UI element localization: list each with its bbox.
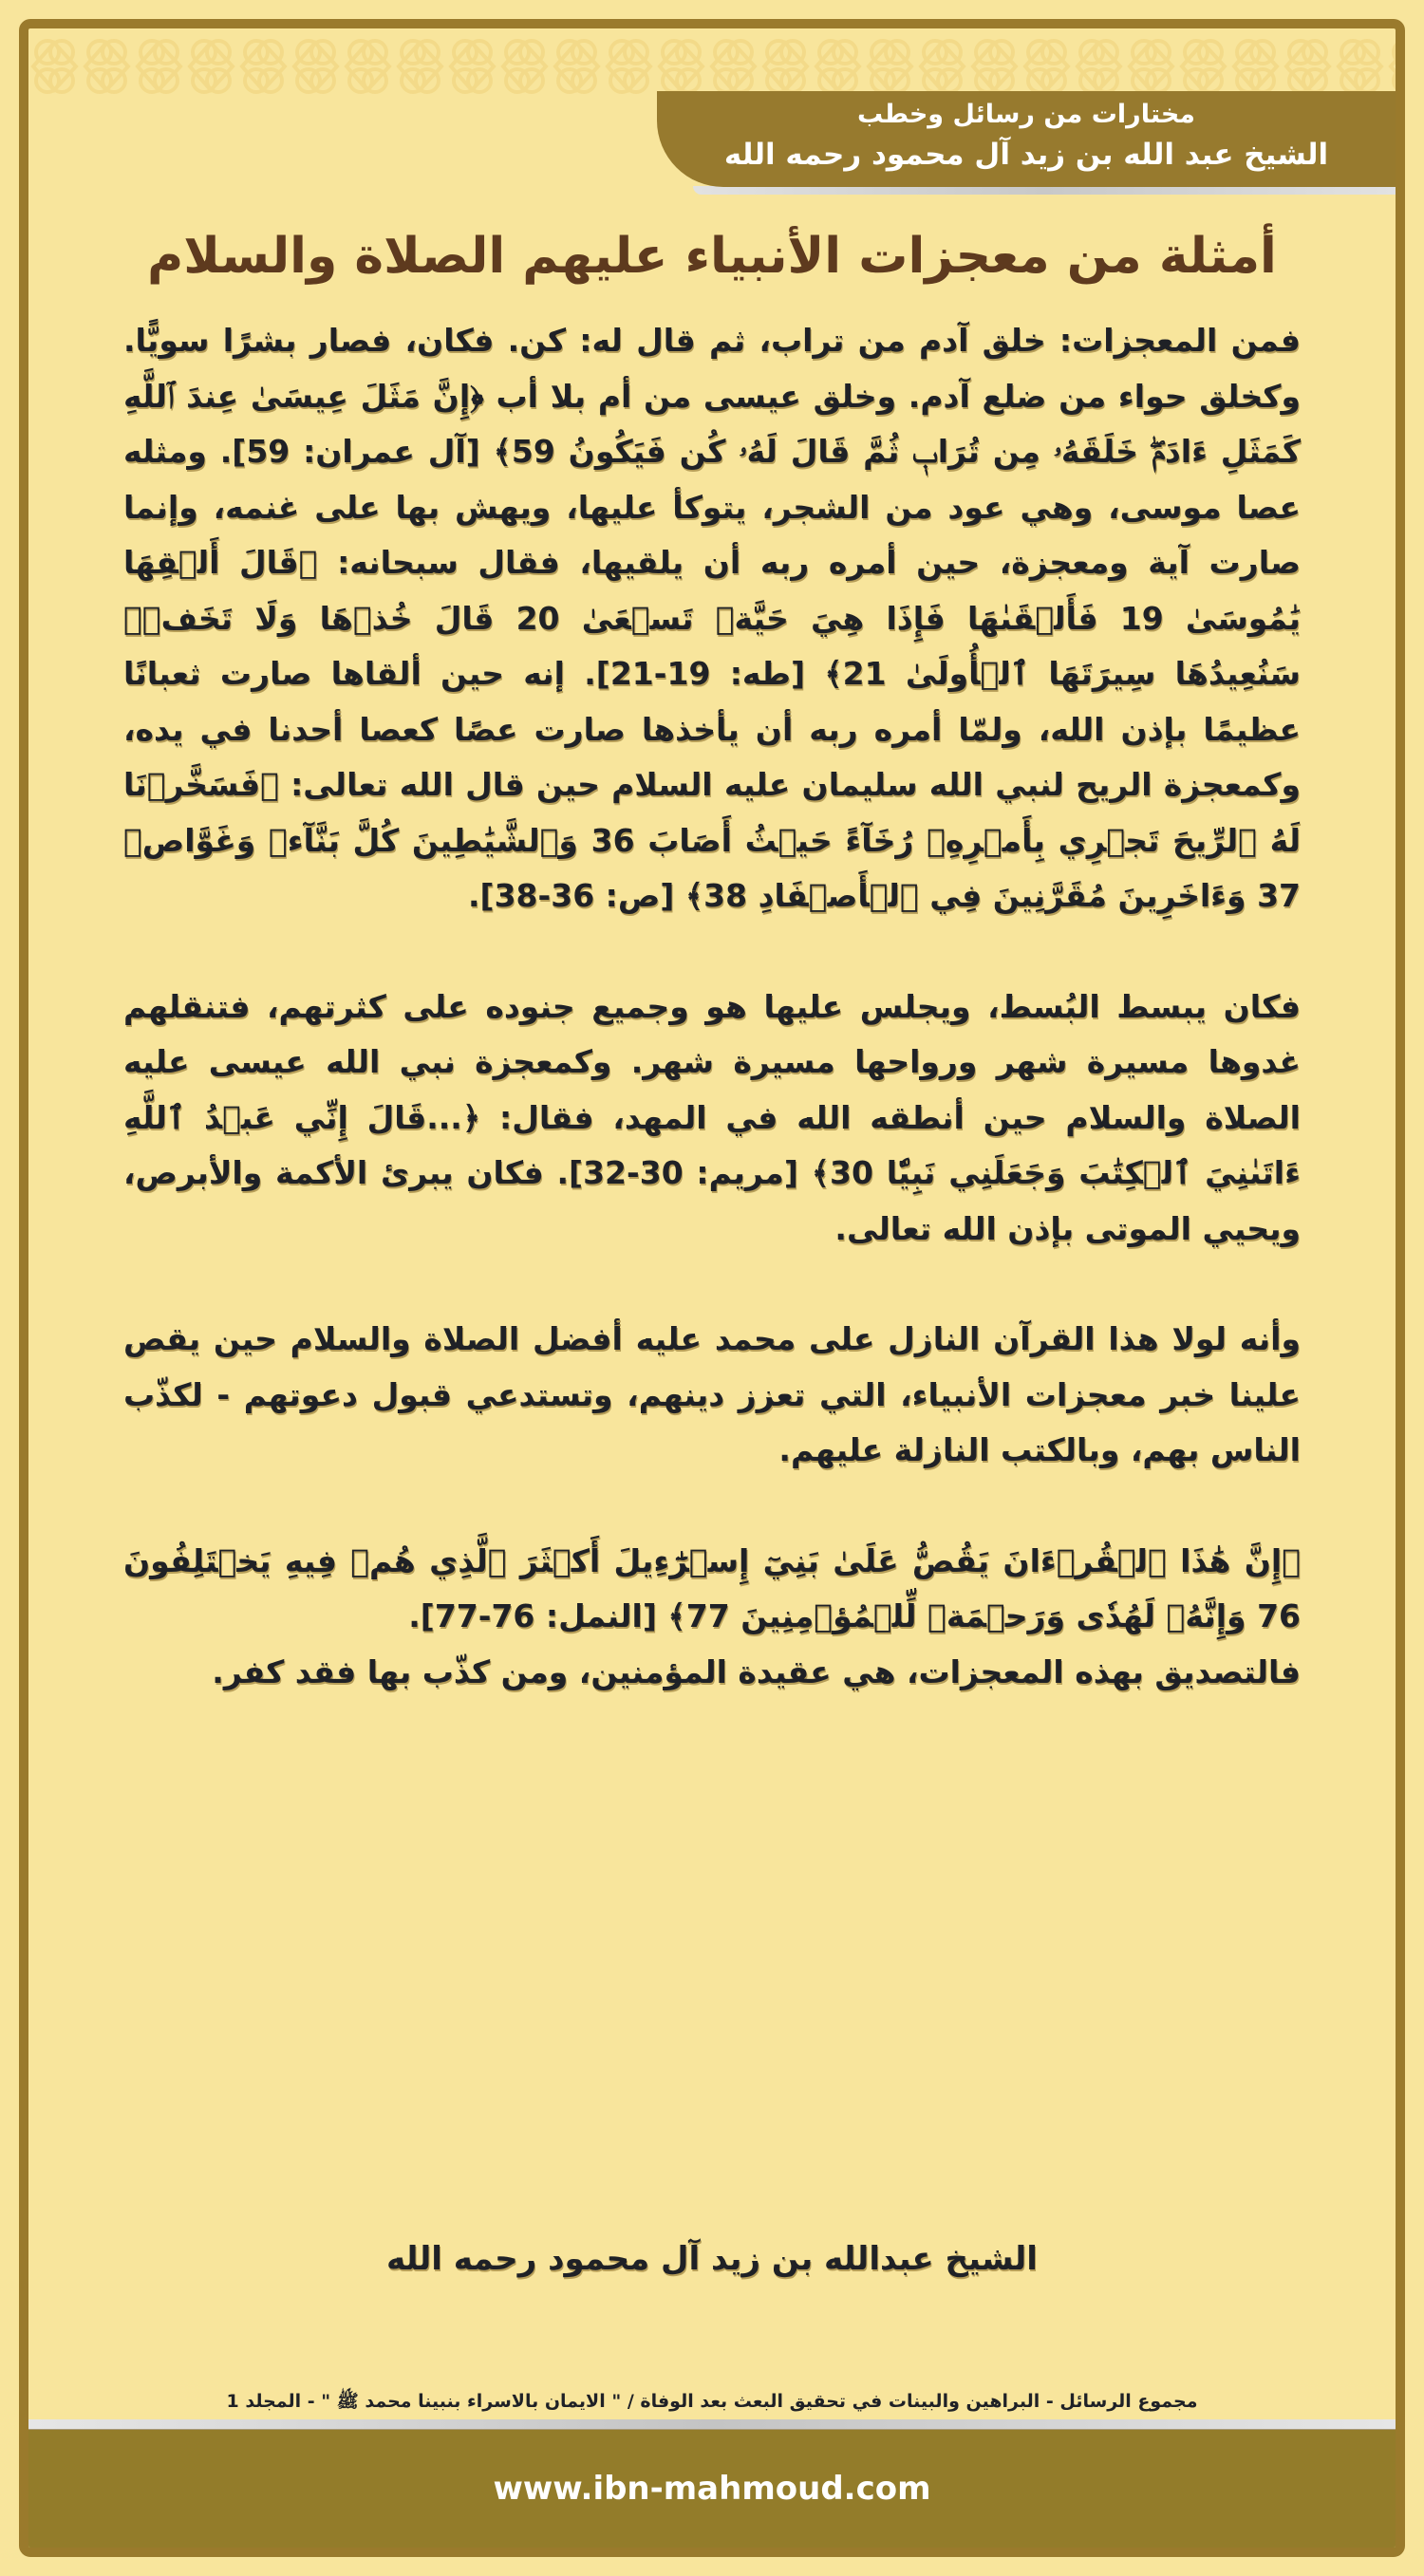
article-body <box>123 313 1301 1700</box>
author-signature: الشيخ عبدالله بن زيد آل محمود رحمه الله <box>386 2240 1038 2278</box>
paragraph-spacer <box>123 924 1301 980</box>
paragraph-sulayman-isa: فكان يبسط البُسط، ويجلس عليها هو وجميع جنوده على كثرتهم، فتنقلهم غدوها مسيرة شهر ورواحها مسيرة شهر. وكمعجزة نبي الله عيسى عليه الصلاة والسلام حين أنطقه الله في المهد، فقال: ﴿...قَالَ إِنِّي عَبۡدُ ٱللَّهِ ءَاتَىٰنِيَ ٱلۡكِتَٰبَ وَجَعَلَنِي نَبِيّٗا 30﴾ [مريم: 30-32]. فكان يبرئ الأكمة والأبرص، ويحيي الموتى بإذن الله تعالى. <box>123 987 1301 1247</box>
footer-band <box>28 2430 1396 2548</box>
paragraph-conclusion: فالتصديق بهذه المعجزات، هي عقيدة المؤمنين، ومن كذّب بها فقد كفر. <box>212 1652 1301 1690</box>
website-link[interactable]: www.ibn-mahmoud.com <box>493 2470 931 2508</box>
footer-divider-strip <box>28 2419 1396 2430</box>
header-banner <box>657 91 1396 187</box>
source-citation: مجموع الرسائل - البراهين والبينات في تحقيق البعث بعد الوفاة / " الايمان بالاسراء بنبينا محمد ﷺ " - المجلد 1 <box>226 2391 1198 2412</box>
paragraph-quran-role: وأنه لولا هذا القرآن النازل على محمد عليه أفضل الصلاة والسلام حين يقص علينا خبر معجزات الأنبياء، التي تعزز دينهم، وتستدعي قبول دعوتهم - لكذّب الناس بهم، وبالكتب النازلة عليهم. <box>123 1320 1301 1468</box>
series-title: مختارات من رسائل وخطب <box>856 100 1196 129</box>
paragraph-verse-naml: ﴿إِنَّ هَٰذَا ٱلۡقُرۡءَانَ يَقُصُّ عَلَىٰ بَنِيٓ إِسۡرَٰٓءِيلَ أَكۡثَرَ ٱلَّذِي هُمۡ فِيهِ يَخۡتَلِفُونَ 76 وَإِنَّهُۥ لَهُدٗى وَرَحۡمَةٞ لِّلۡمُؤۡمِنِينَ 77﴾ [النمل: 76-77]. <box>123 1541 1301 1634</box>
paragraph-miracles-examples: فمن المعجزات: خلق آدم من تراب، ثم قال له: كن. فكان، فصار بشرًا سويًّا. وكخلق حواء من ضلع آدم. وخلق عيسى من أم بلا أب ﴿إِنَّ مَثَلَ عِيسَىٰ عِندَ ٱللَّهِ كَمَثَلِ ءَادَمَۖ خَلَقَهُۥ مِن تُرَابٖ ثُمَّ قَالَ لَهُۥ كُن فَيَكُونُ 59﴾ [آل عمران: 59]. ومثله عصا موسى، وهي عود من الشجر، يتوكأ عليها، ويهش بها على غنمه، وإنما صارت آية ومعجزة، حين أمره ربه أن يلقيها، فقال سبحانه: ﴿قَالَ أَلۡقِهَا يَٰمُوسَىٰ 19 فَأَلۡقَىٰهَا فَإِذَا هِيَ حَيَّةٞ تَسۡعَىٰ 20 قَالَ خُذۡهَا وَلَا تَخَفۡۖ سَنُعِيدُهَا سِيرَتَهَا ٱلۡأُولَىٰ 21﴾ [طه: 19-21]. إنه حين ألقاها صارت ثعبانًا عظيمًا بإذن الله، ولمّا أمره ربه أن يأخذها صارت عصًا كعصا أحدنا في يده، وكمعجزة الريح لنبي الله سليمان عليه السلام حين قال الله تعالى: ﴿فَسَخَّرۡنَا لَهُ ٱلرِّيحَ تَجۡرِي بِأَمۡرِهِۦ رُخَآءً حَيۡثُ أَصَابَ 36 وَٱلشَّيَٰطِينَ كُلَّ بَنَّآءٖ وَغَوَّاصٖ 37 وَءَاخَرِينَ مُقَرَّنِينَ فِي ٱلۡأَصۡفَادِ 38﴾ [ص: 36-38]. <box>123 322 1302 914</box>
article-title: أمثلة من معجزات الأنبياء عليهم الصلاة والسلام <box>147 228 1277 285</box>
paragraph-spacer <box>123 1257 1301 1312</box>
author-line: الشيخ عبد الله بن زيد آل محمود رحمه الله <box>723 138 1329 172</box>
paragraph-spacer <box>123 1479 1301 1534</box>
banner-shadow-strip <box>693 186 1396 195</box>
page-frame <box>19 19 1405 2557</box>
